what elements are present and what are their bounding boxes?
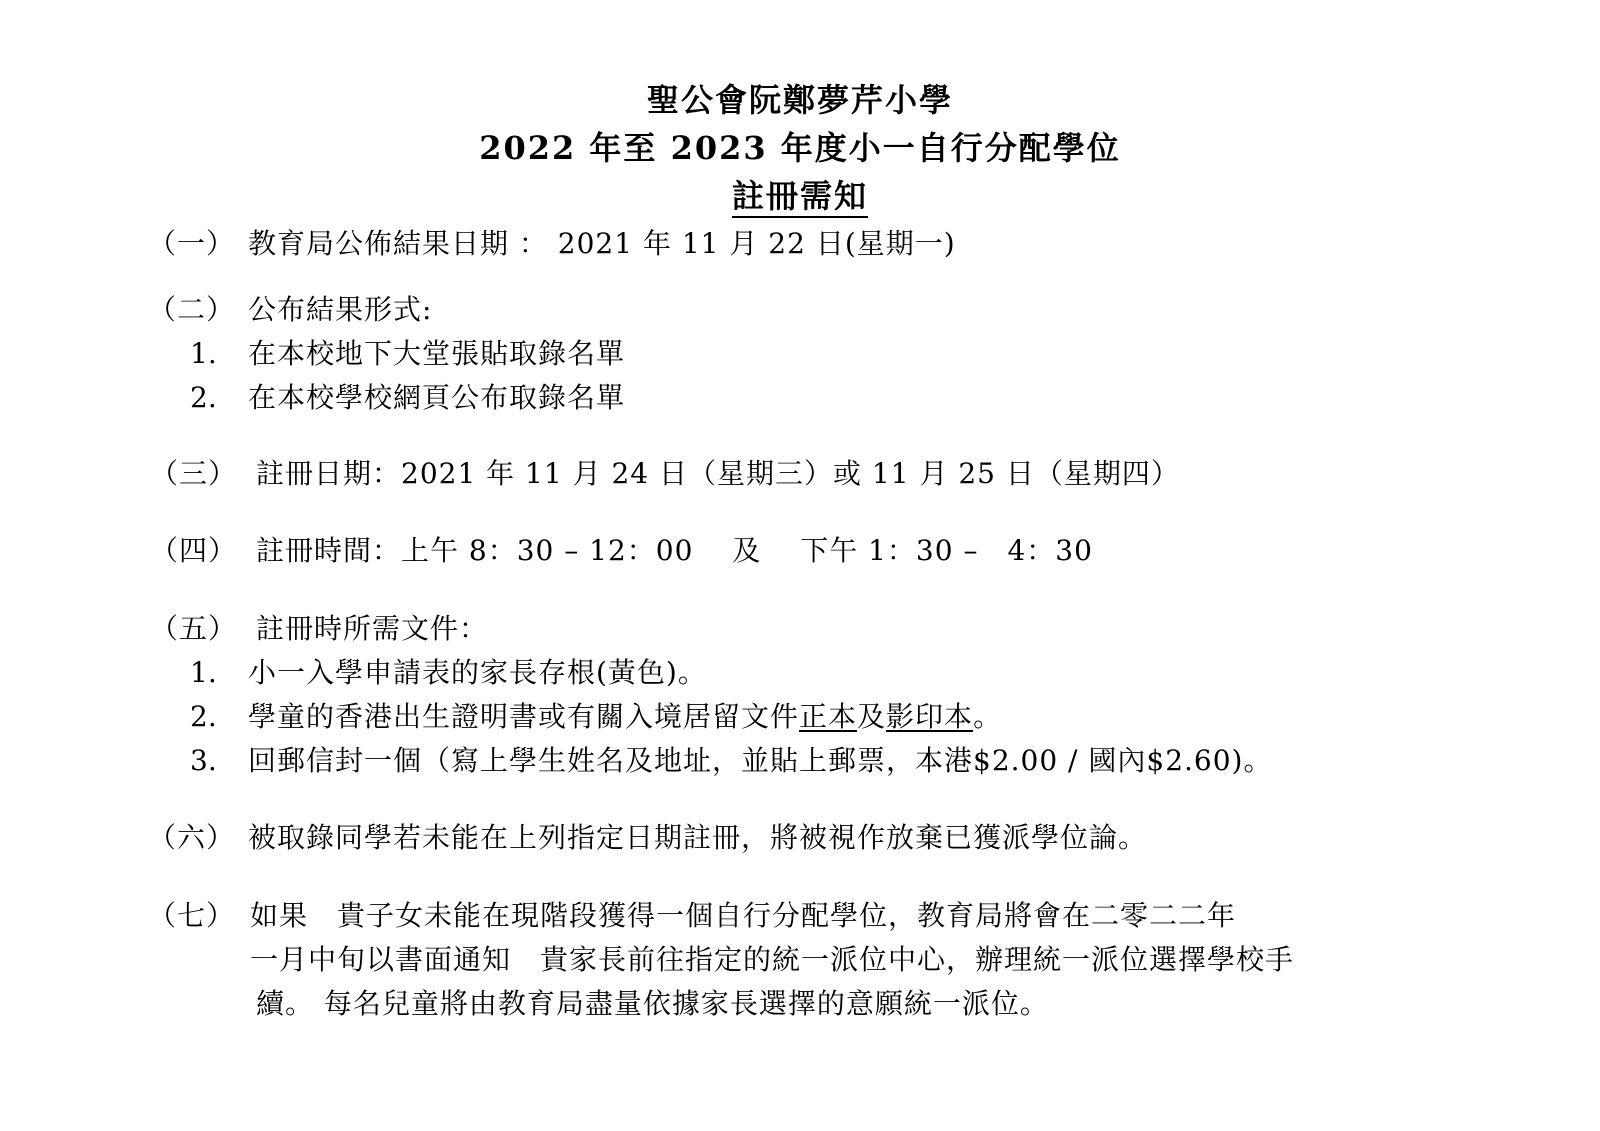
section-5-item-3-text: 回郵信封一個（寫上學生姓名及地址，並貼上郵票，本港$2.00 / 國內$2.60)。 (248, 744, 1273, 777)
section-1-text: 教育局公佈結果日期 ： 2021 年 11 月 22 日(星期一) (248, 227, 956, 260)
section-6-text: 被取錄同學若未能在上列指定日期註冊，將被視作放棄已獲派學位論。 (248, 821, 1148, 854)
section-5-item-3-num: 3. (190, 744, 217, 777)
section-5-item-2-text (248, 699, 1002, 735)
section-1-label: （一） (148, 227, 236, 260)
section-2-item-1-text: 在本校地下大堂張貼取錄名單 (248, 337, 626, 370)
section-4-label: （四） (150, 534, 238, 567)
section-3-text: 註冊日期：2021 年 11 月 24 日（星期三）或 11 月 25 日（星期四） (256, 457, 1180, 490)
original-copy-text: 正本 (799, 700, 858, 733)
section-2-item-2-text: 在本校學校網頁公布取錄名單 (248, 381, 626, 414)
section-7-line-1: 如果 貴子女未能在現階段獲得一個自行分配學位，教育局將會在二零二二年 (250, 899, 1237, 932)
section-7-label: （七） (148, 899, 236, 932)
section-2-item-2-num: 2. (190, 381, 217, 414)
section-5-item-2-before: 學童的香港出生證明書或有關入境居留文件 (248, 700, 800, 733)
section-7-line-2: 一月中旬以書面通知 貴家長前往指定的統一派位中心，辦理統一派位選擇學校手 (250, 943, 1295, 976)
section-2-label: （二） (148, 293, 236, 326)
section-5-item-2-num: 2. (190, 700, 217, 733)
notice-subtitle: 2022 年至 2023 年度小一自行分配學位 (479, 129, 1121, 167)
section-2-text: 公布結果形式: (248, 293, 433, 326)
school-name: 聖公會阮鄭夢芹小學 (646, 81, 953, 119)
section-6-label: （六） (148, 821, 236, 854)
section-5-label: （五） (150, 612, 238, 645)
section-5-item-1-text: 小一入學申請表的家長存根(黃色)。 (248, 656, 707, 689)
section-7-line-3: 續。 每名兒童將由教育局盡量依據家長選擇的意願統一派位。 (256, 987, 1049, 1020)
section-5-text: 註冊時所需文件： (256, 612, 489, 645)
notice-title (0, 176, 1600, 216)
section-5-item-2-mid: 及 (857, 700, 887, 733)
section-4-text: 註冊時間：上午 8：30 – 12：00 及 下午 1：30 – 4：30 (256, 534, 1093, 567)
section-5-item-2-after: 。 (973, 700, 1003, 733)
section-5-item-1-num: 1. (190, 656, 217, 689)
notice-title-text: 註冊需知 (732, 177, 868, 218)
section-3-label: （三） (150, 457, 238, 490)
photocopy-text: 影印本 (886, 700, 974, 733)
section-2-item-1-num: 1. (190, 337, 217, 370)
